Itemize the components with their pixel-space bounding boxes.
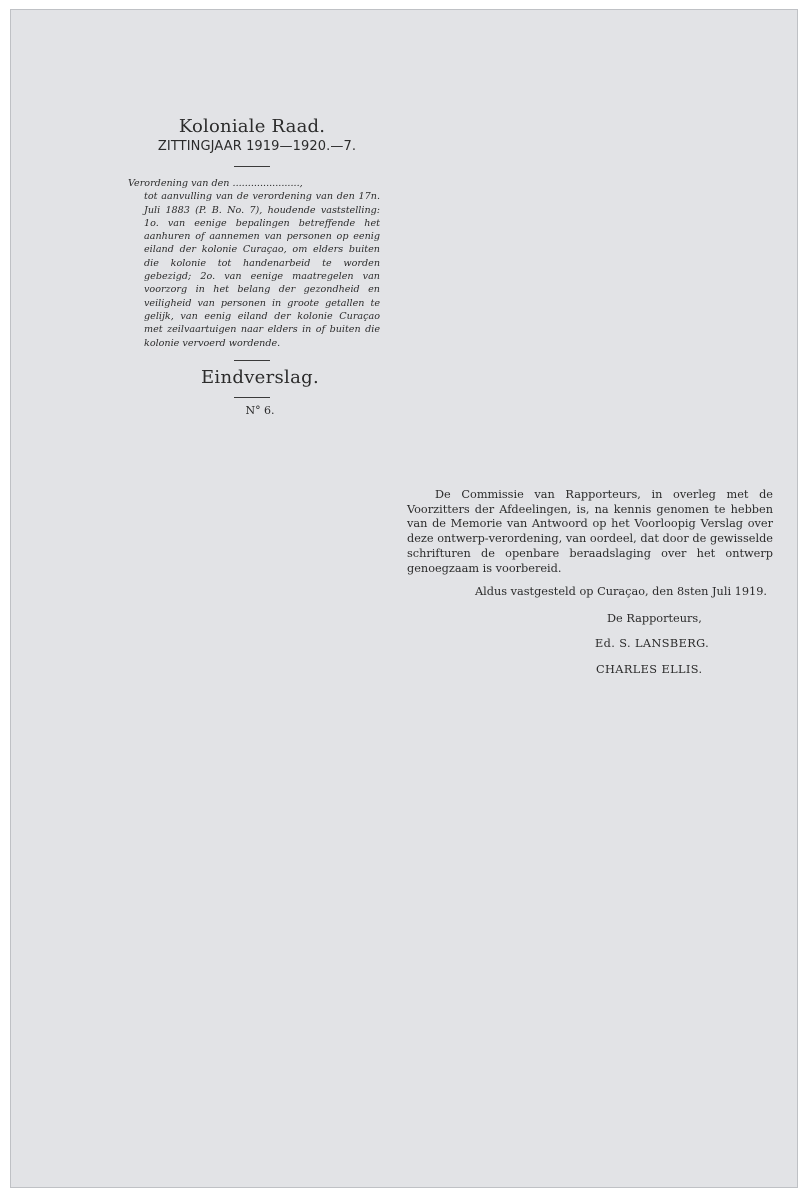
signatory-ellis: CHARLES ELLIS.: [596, 663, 703, 677]
left-column: [118, 105, 386, 417]
document-title: Koloniale Raad.: [178, 116, 326, 137]
signoff-label: De Rapporteurs,: [607, 611, 702, 625]
report-heading: Eindverslag.: [200, 366, 319, 388]
closing-line: Aldus vastgesteld op Curaçao, den 8sten Juli 1919.: [474, 585, 767, 599]
divider-rule: [234, 397, 270, 398]
commission-paragraph: De Commissie van Rapporteurs, in overleg met de Voorzitters der Afdeelingen, is, na kennis genomen te hebben van de Memorie van Antwoord op het Voorloopig Verslag over deze ontwerp-verordening, van oordeel, dat door de gewisselde schrifturen de openbare beraadslaging over het ontwerp genoegzaam is voorbereid.: [407, 488, 773, 575]
session-label: ZITTINGJAAR 1919—1920.—7.: [157, 139, 357, 154]
report-number: N° 6.: [245, 403, 275, 417]
divider-rule: [234, 166, 270, 167]
signatory-lansberg: Ed. S. LANSBERG.: [595, 636, 710, 650]
ordinance-first-line: Verordening van den ......................,: [128, 178, 303, 189]
ordinance-text: tot aanvulling van de verordening van den 17n. Juli 1883 (P. B. No. 7), houdende vaststelling: 1o. van eenige bepalingen betreffende het aanhuren of aannemen van personen op eenig eiland der kolonie Curaçao, om elders buiten die kolonie tot handenarbeid te worden gebezigd; 2o. van eenige maatregelen van voorzorg in het belang der gezondheid en veiligheid van personen in groote getallen te gelijk, van eenig eiland der kolonie Curaçao met zeilvaartuigen naar elders in of buiten die kolonie vervoerd wordende.: [144, 191, 380, 349]
document-page: [10, 9, 798, 1188]
right-column: [407, 488, 773, 678]
divider-rule: [234, 360, 270, 361]
ordinance-description: [128, 177, 380, 350]
